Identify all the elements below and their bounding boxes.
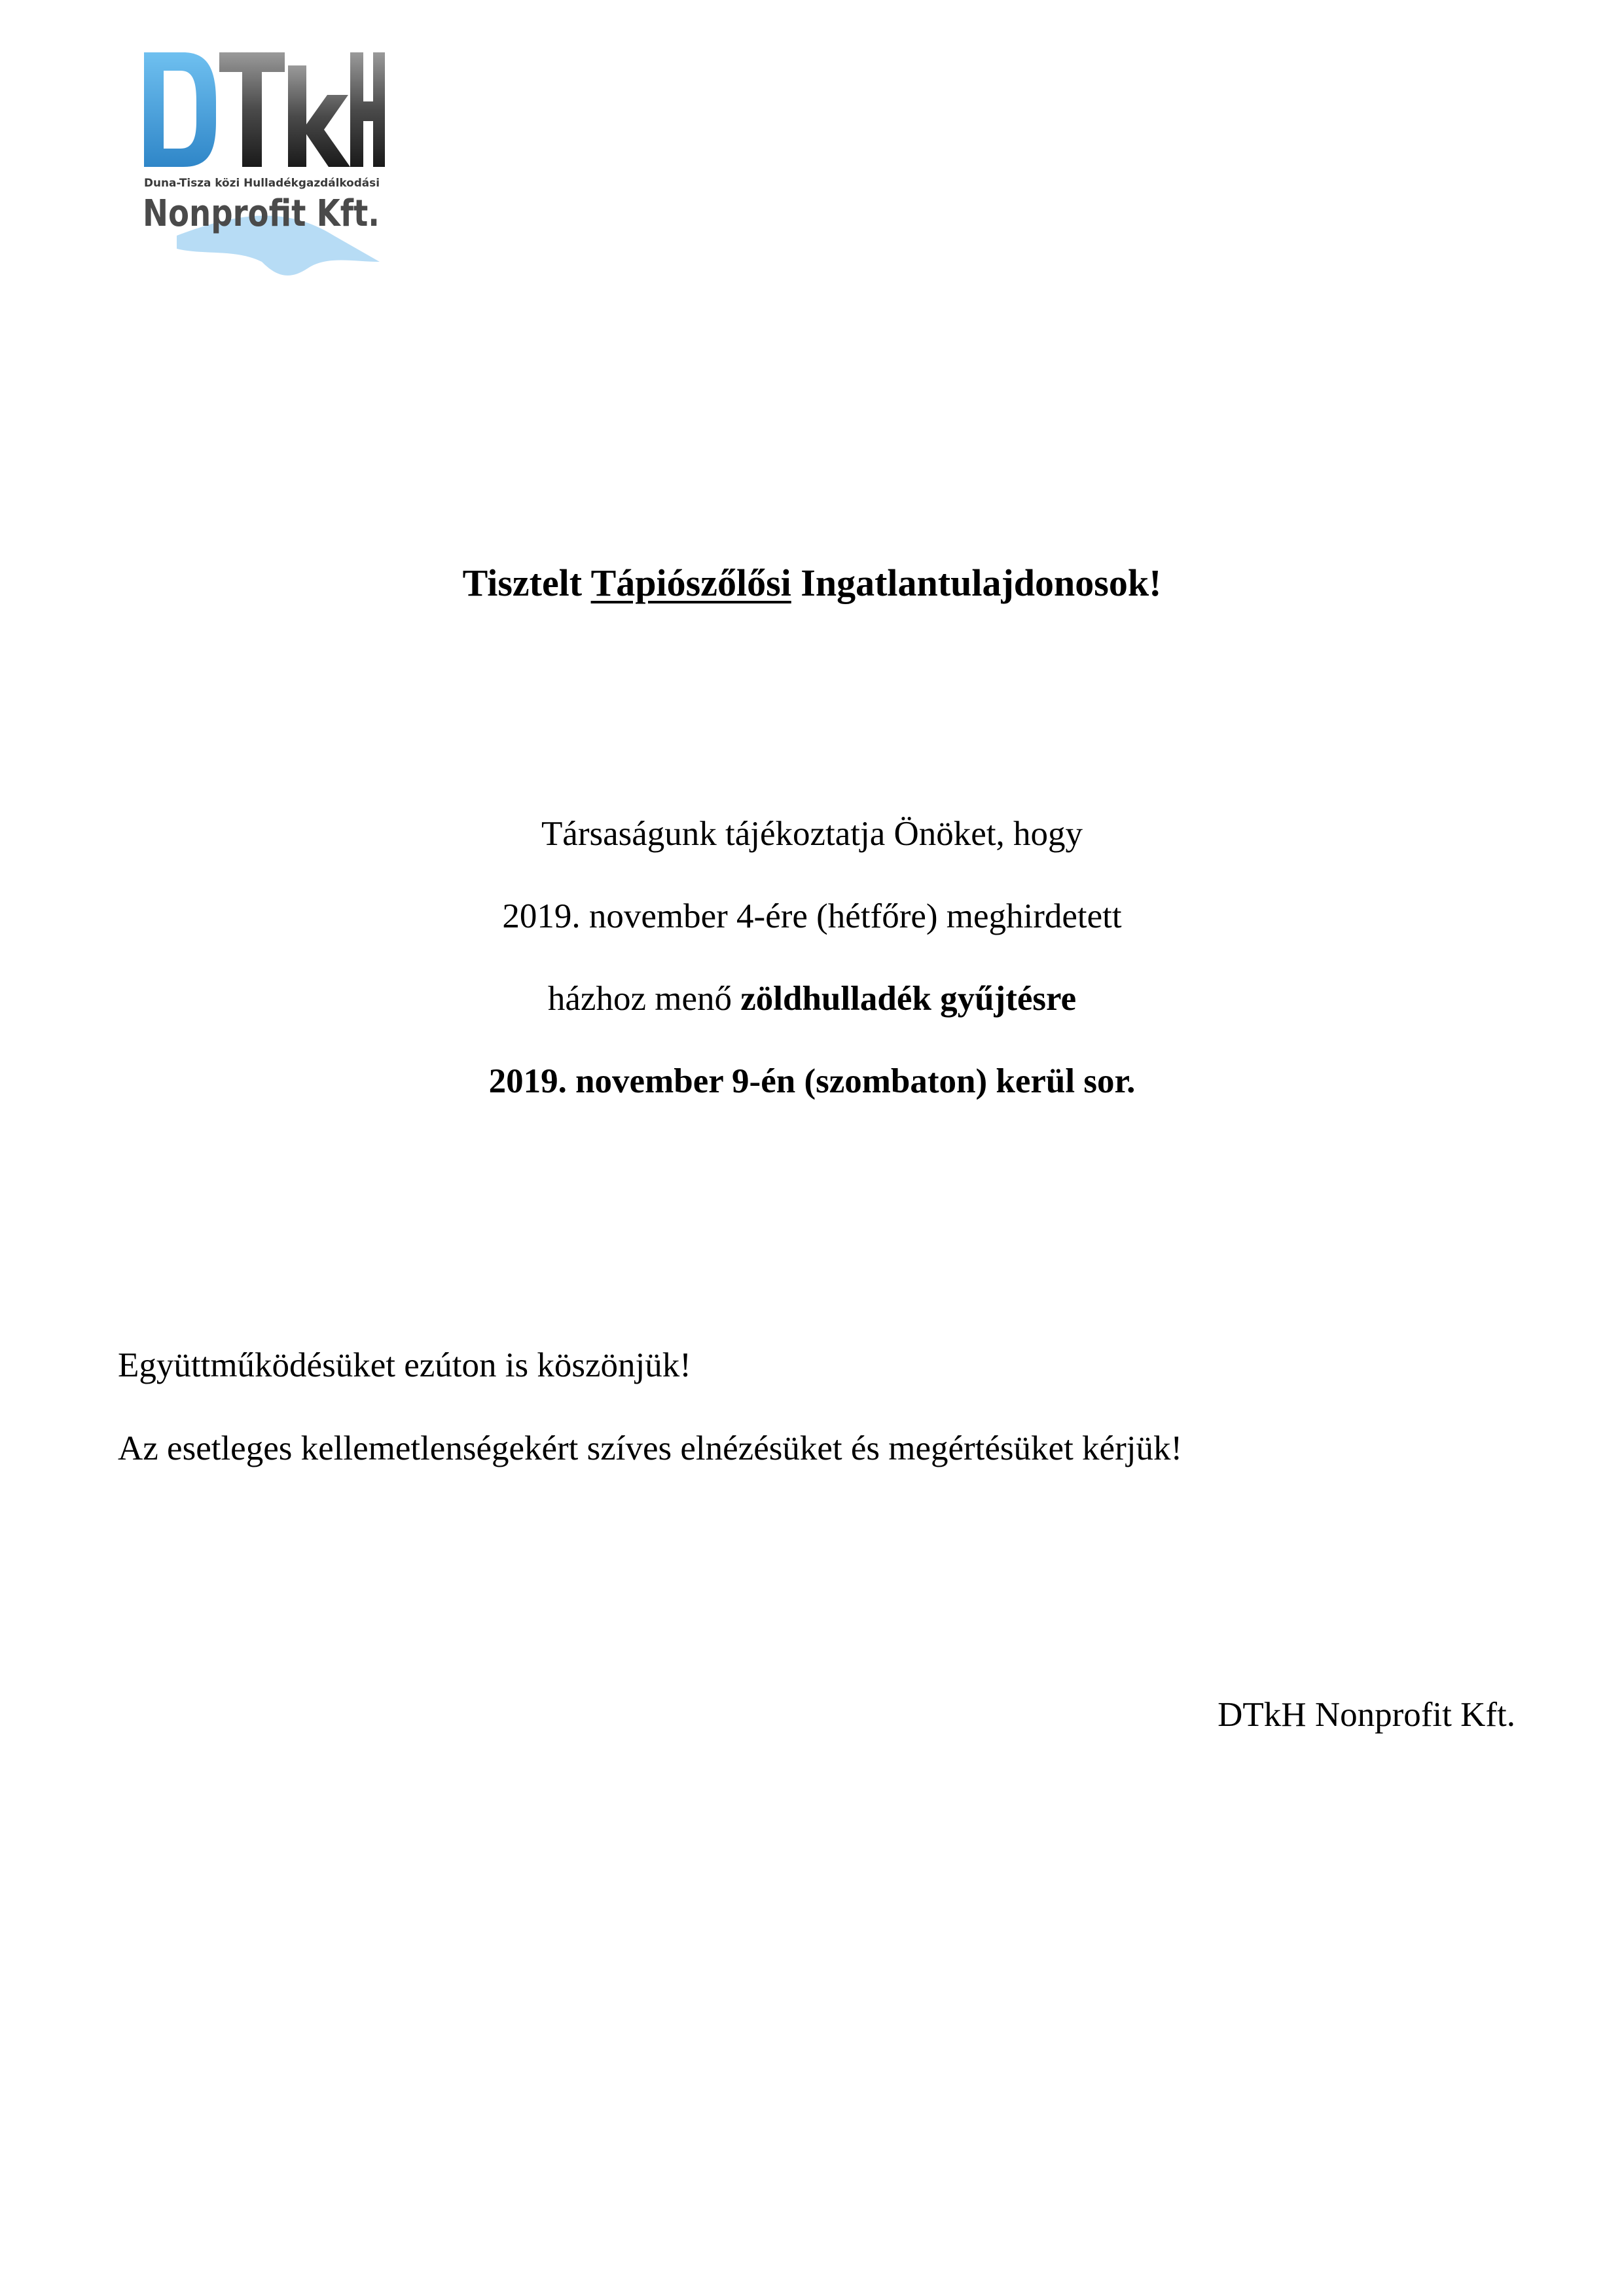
closing-thanks: Együttműködésüket ezúton is köszönjük!: [118, 1346, 691, 1384]
notice-heading: [0, 560, 1624, 606]
body-line-3-plain: házhoz menő: [547, 980, 741, 1018]
closing-apology: Az esetleges kellemetlenségekért szíves elnézésüket és megértésüket kérjük!: [118, 1429, 1183, 1467]
company-logo: [137, 39, 386, 288]
signature: DTkH Nonprofit Kft.: [1218, 1696, 1515, 1734]
body-line-2: 2019. november 4-ére (hétfőre) meghirdetett: [502, 897, 1122, 935]
logo-tagline: Duna-Tisza közi Hulladékgazdálkodási: [144, 177, 380, 190]
body-line-3-bold: zöldhulladék gyűjtésre: [740, 980, 1077, 1018]
body-line-4: 2019. november 9-én (szombaton) kerül sor.: [488, 1062, 1136, 1100]
heading-prefix: Tisztelt: [462, 562, 591, 604]
body-line-3: [0, 978, 1624, 1020]
logo-subtitle: Nonprofit Kft.: [143, 192, 380, 235]
heading-suffix: Ingatlantulajdonosok!: [791, 562, 1162, 604]
heading-place: Tápiószőlősi: [590, 562, 791, 604]
body-line-1: Társaságunk tájékoztatja Önöket, hogy: [541, 815, 1083, 853]
